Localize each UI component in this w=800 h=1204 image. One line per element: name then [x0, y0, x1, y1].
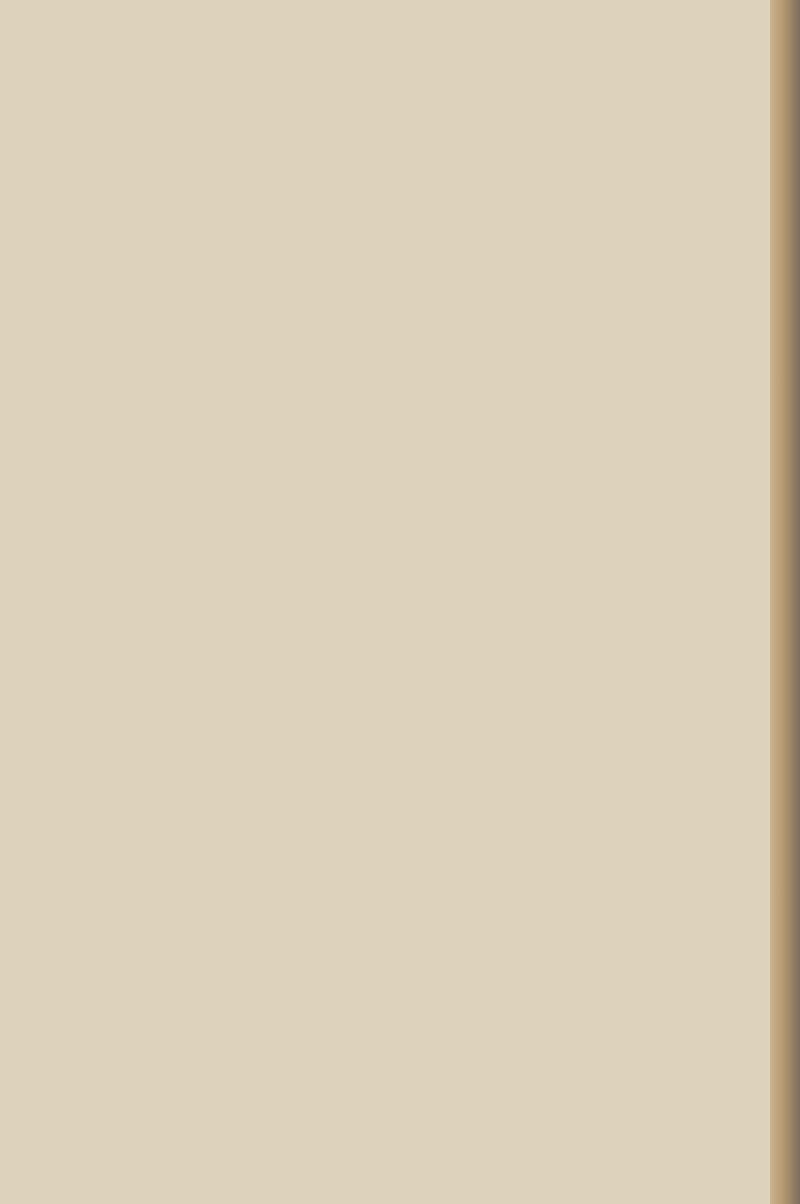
- upper-text-block: [46, 162, 686, 592]
- lower-text-block: [46, 618, 686, 1088]
- book-binding-edge: [770, 0, 800, 1204]
